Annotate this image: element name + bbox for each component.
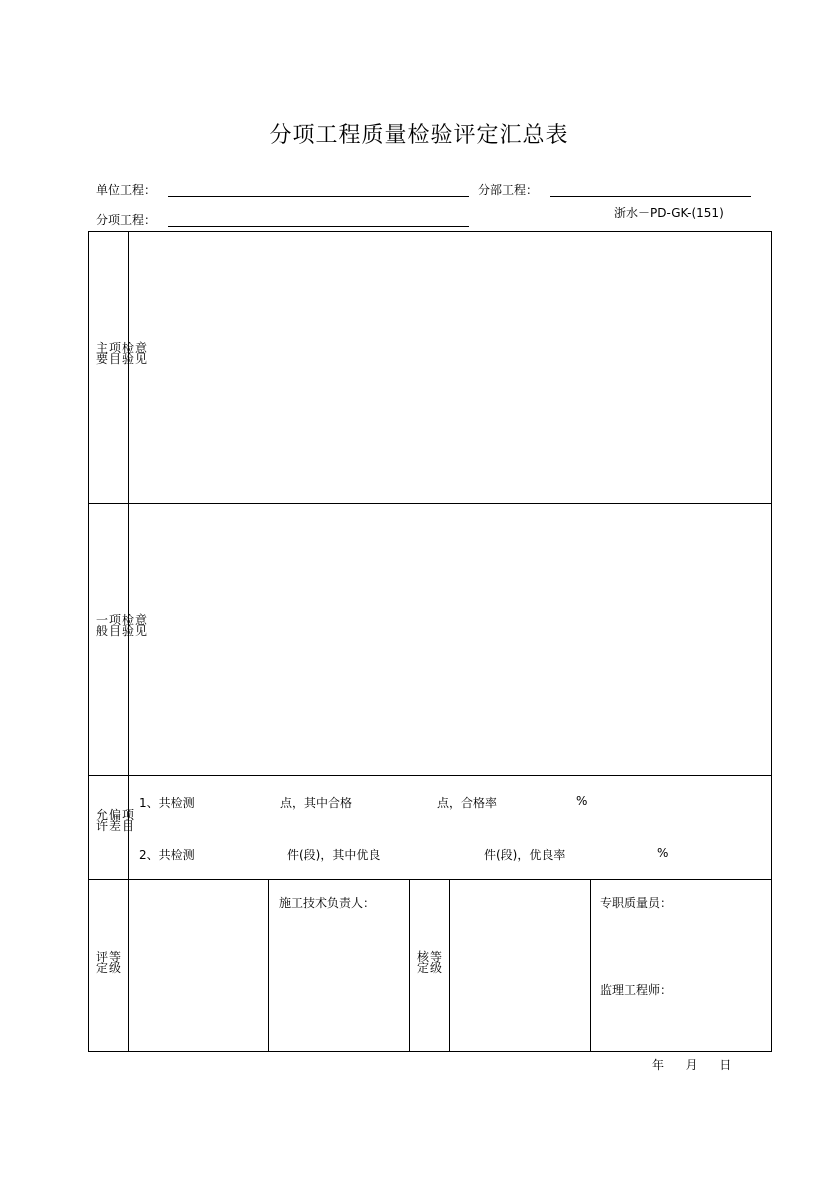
label-col: 意见 <box>135 613 148 638</box>
label-col: 允许 <box>96 808 109 833</box>
table-border-bottom <box>88 1051 772 1052</box>
excellent-label: 件(段)，其中优良 <box>287 848 381 862</box>
label-col: 项目 <box>109 613 122 638</box>
unit-project-field[interactable] <box>168 196 469 197</box>
verified-rating-label <box>417 952 442 974</box>
rating-field[interactable] <box>130 881 267 1050</box>
item-project-field[interactable] <box>168 226 469 227</box>
main-items-opinion-field[interactable] <box>130 233 770 502</box>
col-divider <box>590 879 591 1051</box>
tech-lead-label: 施工技术负责人： <box>279 896 376 910</box>
sub-dept-project-field[interactable] <box>550 196 751 197</box>
month-label: 月 <box>685 1058 698 1072</box>
col-divider <box>449 879 450 1051</box>
verified-rating-field[interactable] <box>451 881 589 1050</box>
check-count-prefix: 1、共检测 <box>139 796 195 810</box>
general-items-opinion-field[interactable] <box>130 505 770 774</box>
qualified-rate-label: 点，合格率 <box>437 796 498 810</box>
row-divider <box>88 775 772 776</box>
col-divider <box>268 879 269 1051</box>
item-project-label: 分项工程： <box>96 213 157 227</box>
label-col: 意见 <box>135 341 148 366</box>
label-col: 偏差 <box>109 808 122 833</box>
form-number: 浙水－PD-GK-(151) <box>614 206 724 220</box>
qualified-rate-percent: % <box>576 794 588 808</box>
day-label: 日 <box>719 1058 732 1072</box>
excellent-rate-percent: % <box>657 846 669 860</box>
year-label: 年 <box>652 1058 665 1072</box>
excellent-rate-label: 件(段)，优良率 <box>484 848 566 862</box>
sub-dept-project-label: 分部工程： <box>478 183 539 197</box>
rating-label <box>96 952 121 974</box>
row-divider <box>88 879 772 880</box>
supervisor-label: 监理工程师： <box>600 983 673 997</box>
label-col: 项目 <box>109 341 122 366</box>
unit-project-label: 单位工程： <box>96 183 157 197</box>
label-col: 评定 <box>96 950 109 975</box>
date-line <box>652 1056 731 1073</box>
label-col: 等级 <box>109 950 122 975</box>
allowed-deviation-label <box>96 810 134 832</box>
label-col: 检验 <box>122 613 135 638</box>
item-count-prefix: 2、共检测 <box>139 848 195 862</box>
tech-lead-signature-field[interactable] <box>270 915 408 1050</box>
table-border-right <box>771 231 772 1052</box>
label-col: 一般 <box>96 613 109 638</box>
col-divider <box>409 879 410 1051</box>
page-title: 分项工程质量检验评定汇总表 <box>269 123 569 148</box>
table-border-left <box>88 231 89 1052</box>
label-col: 核定 <box>417 950 430 975</box>
label-col: 项目 <box>122 808 135 833</box>
row-divider <box>88 503 772 504</box>
table-border-top <box>88 231 772 232</box>
quality-officer-label: 专职质量员： <box>600 896 673 910</box>
qualified-label: 点，其中合格 <box>280 796 353 810</box>
label-col: 主要 <box>96 341 109 366</box>
label-col: 等级 <box>430 950 443 975</box>
label-col: 检验 <box>122 341 135 366</box>
